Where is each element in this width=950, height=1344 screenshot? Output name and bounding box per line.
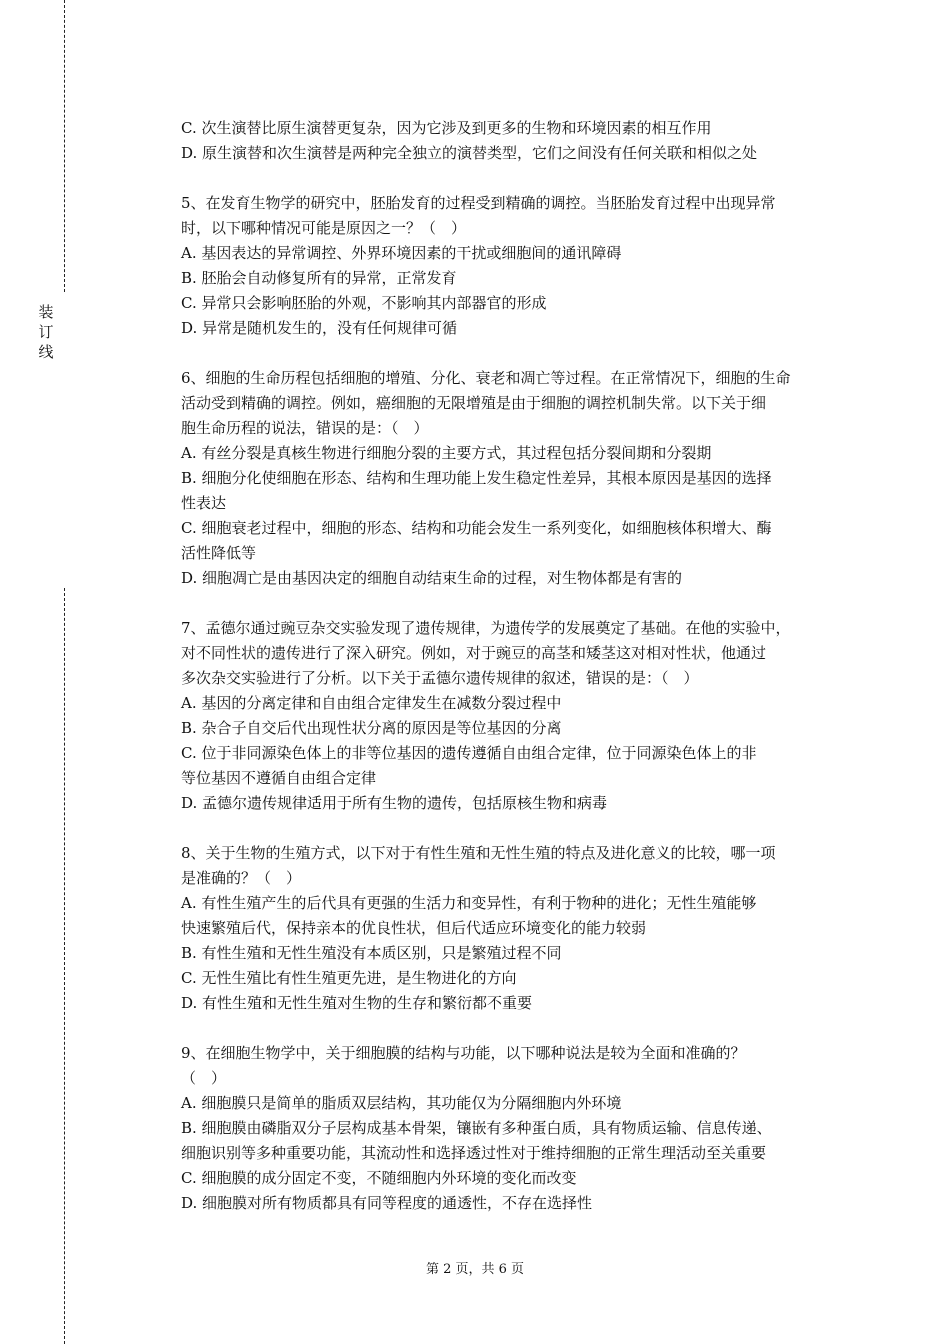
option-b: B. 杂合子自交后代出现性状分离的原因是等位基因的分离 — [181, 719, 562, 737]
question-stem: 对不同性状的遗传进行了深入研究。例如，对于豌豆的高茎和矮茎这对相对性状，他通过 — [181, 644, 767, 662]
question-content — [181, 116, 861, 1241]
question-stem: 8、关于生物的生殖方式，以下对于有性生殖和无性生殖的特点及进化意义的比较，哪一项 — [181, 844, 776, 862]
question-stem: 6、细胞的生命历程包括细胞的增殖、分化、衰老和凋亡等过程。在正常情况下，细胞的生命 — [181, 369, 791, 387]
option-c: C. 细胞衰老过程中，细胞的形态、结构和功能会发生一系列变化，如细胞核体积增大、酶 — [181, 519, 772, 537]
option-d: D. 细胞膜对所有物质都具有同等程度的通透性，不存在选择性 — [181, 1194, 593, 1212]
question-6 — [181, 366, 861, 591]
option-c: C. 无性生殖比有性生殖更先进，是生物进化的方向 — [181, 969, 517, 987]
option-a: A. 基因的分离定律和自由组合定律发生在减数分裂过程中 — [181, 694, 562, 712]
option-d: D. 异常是随机发生的，没有任何规律可循 — [181, 319, 458, 337]
option-c-cont: 活性降低等 — [181, 544, 257, 562]
option-a: A. 细胞膜只是简单的脂质双层结构，其功能仅为分隔细胞内外环境 — [181, 1094, 622, 1112]
binding-char: 订 — [38, 323, 54, 341]
question-5 — [181, 191, 861, 341]
option-a: A. 基因表达的异常调控、外界环境因素的干扰或细胞间的通讯障碍 — [181, 244, 622, 262]
option-b: B. 胚胎会自动修复所有的异常，正常发育 — [181, 269, 457, 287]
option-a: A. 有丝分裂是真核生物进行细胞分裂的主要方式，其过程包括分裂间期和分裂期 — [181, 444, 712, 462]
option-c: C. 异常只会影响胚胎的外观，不影响其内部器官的形成 — [181, 294, 547, 312]
question-stem: （ ） — [181, 1069, 227, 1087]
binding-label — [36, 302, 56, 362]
page-number-footer: 第 2 页，共 6 页 — [425, 1262, 525, 1277]
option-b-cont: 细胞识别等多种重要功能，其流动性和选择透过性对于维持细胞的正常生理活动至关重要 — [181, 1144, 767, 1162]
question-stem: 是准确的？（ ） — [181, 869, 302, 887]
question-9 — [181, 1041, 861, 1216]
question-stem: 时，以下哪种情况可能是原因之一？（ ） — [181, 219, 467, 237]
question-stem: 多次杂交实验进行了分析。以下关于孟德尔遗传规律的叙述，错误的是：（ ） — [181, 669, 699, 687]
question-7 — [181, 616, 861, 816]
option-c-cont: 等位基因不遵循自由组合定律 — [181, 769, 377, 787]
question-stem: 9、在细胞生物学中，关于细胞膜的结构与功能，以下哪种说法是较为全面和准确的？ — [181, 1044, 746, 1062]
option-c: C. 细胞膜的成分固定不变，不随细胞内外环境的变化而改变 — [181, 1169, 577, 1187]
question-stem: 7、孟德尔通过豌豆杂交实验发现了遗传规律，为遗传学的发展奠定了基础。在他的实验中， — [181, 619, 791, 637]
binding-char: 装 — [38, 303, 54, 321]
option-b: B. 细胞膜由磷脂双分子层构成基本骨架，镶嵌有多种蛋白质，具有物质运输、信息传递、 — [181, 1119, 772, 1137]
question-8 — [181, 841, 861, 1016]
question-stem: 活动受到精确的调控。例如，癌细胞的无限增殖是由于细胞的调控机制失常。以下关于细 — [181, 394, 767, 412]
question-4-tail — [181, 116, 861, 166]
option-c: C. 次生演替比原生演替更复杂，因为它涉及到更多的生物和环境因素的相互作用 — [181, 119, 712, 137]
binding-char: 线 — [38, 343, 54, 361]
option-d: D. 有性生殖和无性生殖对生物的生存和繁衍都不重要 — [181, 994, 533, 1012]
option-b: B. 有性生殖和无性生殖没有本质区别，只是繁殖过程不同 — [181, 944, 562, 962]
option-a-cont: 快速繁殖后代，保持亲本的优良性状，但后代适应环境变化的能力较弱 — [181, 919, 647, 937]
option-d: D. 孟德尔遗传规律适用于所有生物的遗传，包括原核生物和病毒 — [181, 794, 608, 812]
question-stem: 5、在发育生物学的研究中，胚胎发育的过程受到精确的调控。当胚胎发育过程中出现异常 — [181, 194, 776, 212]
option-d: D. 细胞凋亡是由基因决定的细胞自动结束生命的过程，对生物体都是有害的 — [181, 569, 683, 587]
binding-dashed-line-bottom — [64, 588, 65, 1344]
option-b-cont: 性表达 — [181, 494, 227, 512]
binding-dashed-line-top — [64, 0, 65, 292]
option-c: C. 位于非同源染色体上的非等位基因的遗传遵循自由组合定律，位于同源染色体上的非 — [181, 744, 757, 762]
option-d: D. 原生演替和次生演替是两种完全独立的演替类型，它们之间没有任何关联和相似之处 — [181, 144, 758, 162]
option-b: B. 细胞分化使细胞在形态、结构和生理功能上发生稳定性差异，其根本原因是基因的选择 — [181, 469, 772, 487]
question-stem: 胞生命历程的说法，错误的是：（ ） — [181, 419, 429, 437]
option-a: A. 有性生殖产生的后代具有更强的生活力和变异性，有利于物种的进化；无性生殖能够 — [181, 894, 757, 912]
